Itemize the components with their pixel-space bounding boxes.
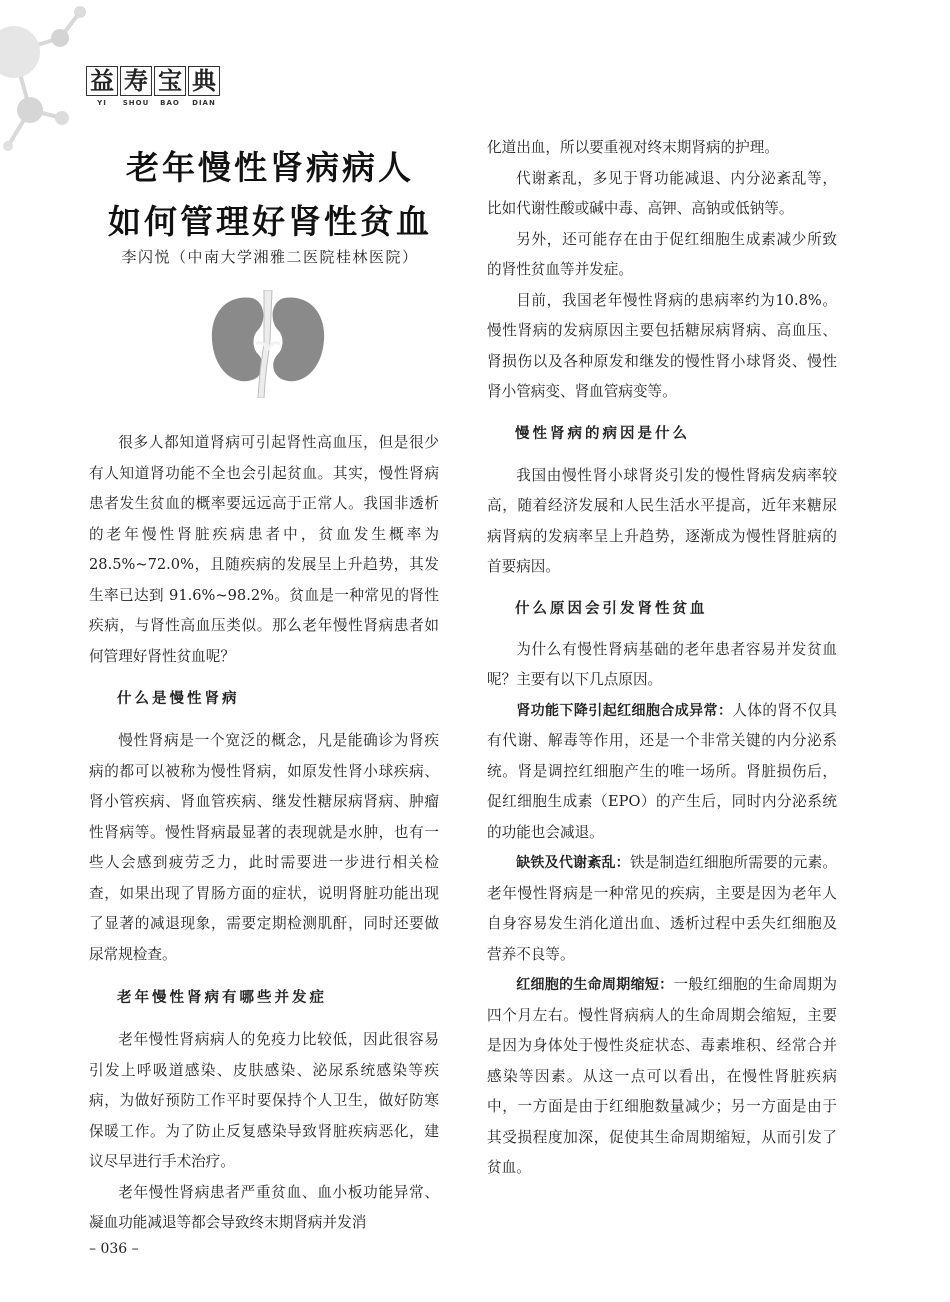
reason-paragraph [487,970,837,1184]
intro-paragraph: 很多人都知道肾病可引起肾性高血压，但是很少有人知道肾功能不全也会引起贫血。其实，慢性肾病患者发生贫血的概率要远远高于正常人。我国非透析的老年慢性肾脏疾病患者中，贫血发生概率为 28.5%~72.0%，且随疾病的发展呈上升趋势，其发生率已达到 91.6%~98.2%。贫血是一种常见的肾性疾病，与肾性高血压类似。那么老年慢性肾病患者如何管理好肾性贫血呢？ [89,434,439,665]
left-column [89,428,439,1239]
body-paragraph: 老年慢性肾病患者严重贫血、血小板功能异常、凝血功能减退等都会导致终末期肾病并发消 [89,1183,439,1231]
body-paragraph: 我国由慢性肾小球肾炎引发的慢性肾病发病率较高，随着经济发展和人民生活水平提高，近年来糖尿病肾病的发病率呈上升趋势，逐渐成为慢性肾脏病的首要病因。 [487,466,837,575]
section-heading: 什么是慢性肾病 [117,690,240,707]
brand-char: 益 [86,66,118,96]
kidney-illustration [208,290,328,398]
brand-pinyin: SHOU [122,99,150,107]
reason-lead: 红细胞的生命周期缩短： [516,977,674,993]
reason-paragraph [487,696,837,849]
article-title-line2: 如何管理好肾性贫血 [108,202,432,241]
brand-char: 宝 [154,66,186,96]
brand-pinyin: DIAN [192,99,216,107]
body-paragraph: 化道出血，所以要重视对终末期肾病的护理。 [487,139,779,156]
author-byline: 李闪悦（中南大学湘雅二医院桂林医院） [121,248,419,266]
reason-text: 铁是制造红细胞所需要的元素。老年慢性肾病是一种常见的疾病，主要是因为老年人自身容易发生消化道出血、透析过程中丢失红细胞及营养不良等。 [487,854,837,963]
body-paragraph: 另外，还可能存在由于促红细胞生成素减少所致的肾性贫血等并发症。 [487,230,837,278]
body-paragraph: 代谢紊乱，多见于肾功能减退、内分泌紊乱等，比如代谢性酸或碱中毒、高钾、高钠或低钠等。 [487,169,837,217]
page-number: – 036 – [89,1241,139,1257]
section-heading: 慢性肾病的病因是什么 [515,424,690,442]
reason-text: 人体的肾不仅具有代谢、解毒等作用，还是一个非常关键的内分泌系统。肾是调控红细胞产生的唯一场所。肾脏损伤后，促红细胞生成素（EPO）的产生后，同时内分泌系统的功能也会减退。 [487,701,837,841]
reason-paragraph [487,848,837,970]
body-paragraph: 目前，我国老年慢性肾病的患病率约为10.8%。慢性肾病的发病原因主要包括糖尿病肾病、高血压、肾损伤以及各种原发和继发的慢性肾小球肾炎、慢性肾小管病变、肾血管病变等。 [487,291,837,400]
reason-lead: 肾功能下降引起红细胞合成异常： [516,702,733,719]
column-brand [86,66,220,107]
section-heading: 什么原因会引发肾性贫血 [515,599,708,617]
body-paragraph: 为什么有慢性肾病基础的老年患者容易并发贫血呢？主要有以下几点原因。 [487,640,837,688]
section-heading: 老年慢性肾病有哪些并发症 [117,989,327,1006]
body-paragraph: 慢性肾病是一个宽泛的概念，凡是能确诊为肾疾病的都可以被称为慢性肾病，如原发性肾小球疾病、肾小管疾病、肾血管疾病、继发性糖尿病肾病、肿瘤性肾病等。慢性肾病最显著的表现就是水肿，也有一些人会感到疲劳乏力，此时需要进一步进行相关检查，如果出现了胃肠方面的症状，说明肾脏功能出现了显著的减退现象，需要定期检测肌酐，同时还要做尿常规检查。 [89,732,439,963]
brand-char: 典 [188,66,220,96]
brand-pinyin: YI [97,99,107,107]
reason-lead: 缺铁及代谢紊乱： [516,855,630,871]
article-title-line1: 老年慢性肾病病人 [126,148,414,187]
body-paragraph: 老年慢性肾病病人的免疫力比较低，因此很容易引发上呼吸道感染、皮肤感染、泌尿系统感染等疾病，为做好预防工作平时要保持个人卫生，做好防寒保暖工作。为了防止反复感染导致肾脏疾病恶化，建议尽早进行手术治疗。 [89,1031,439,1170]
brand-pinyin: BAO [160,99,180,107]
reason-text: 一般红细胞的生命周期为四个月左右。慢性肾病病人的生命周期会缩短，主要是因为身体处于慢性炎症状态、毒素堆积、经常合并感染等因素。从这一点可以看出，在慢性肾脏疾病中，一方面是由于红细胞数量减少；另一方面是由于其受损程度加深，促使其生命周期缩短，从而引发了贫血。 [487,976,837,1176]
right-column [487,133,837,1184]
brand-char: 寿 [120,66,152,96]
